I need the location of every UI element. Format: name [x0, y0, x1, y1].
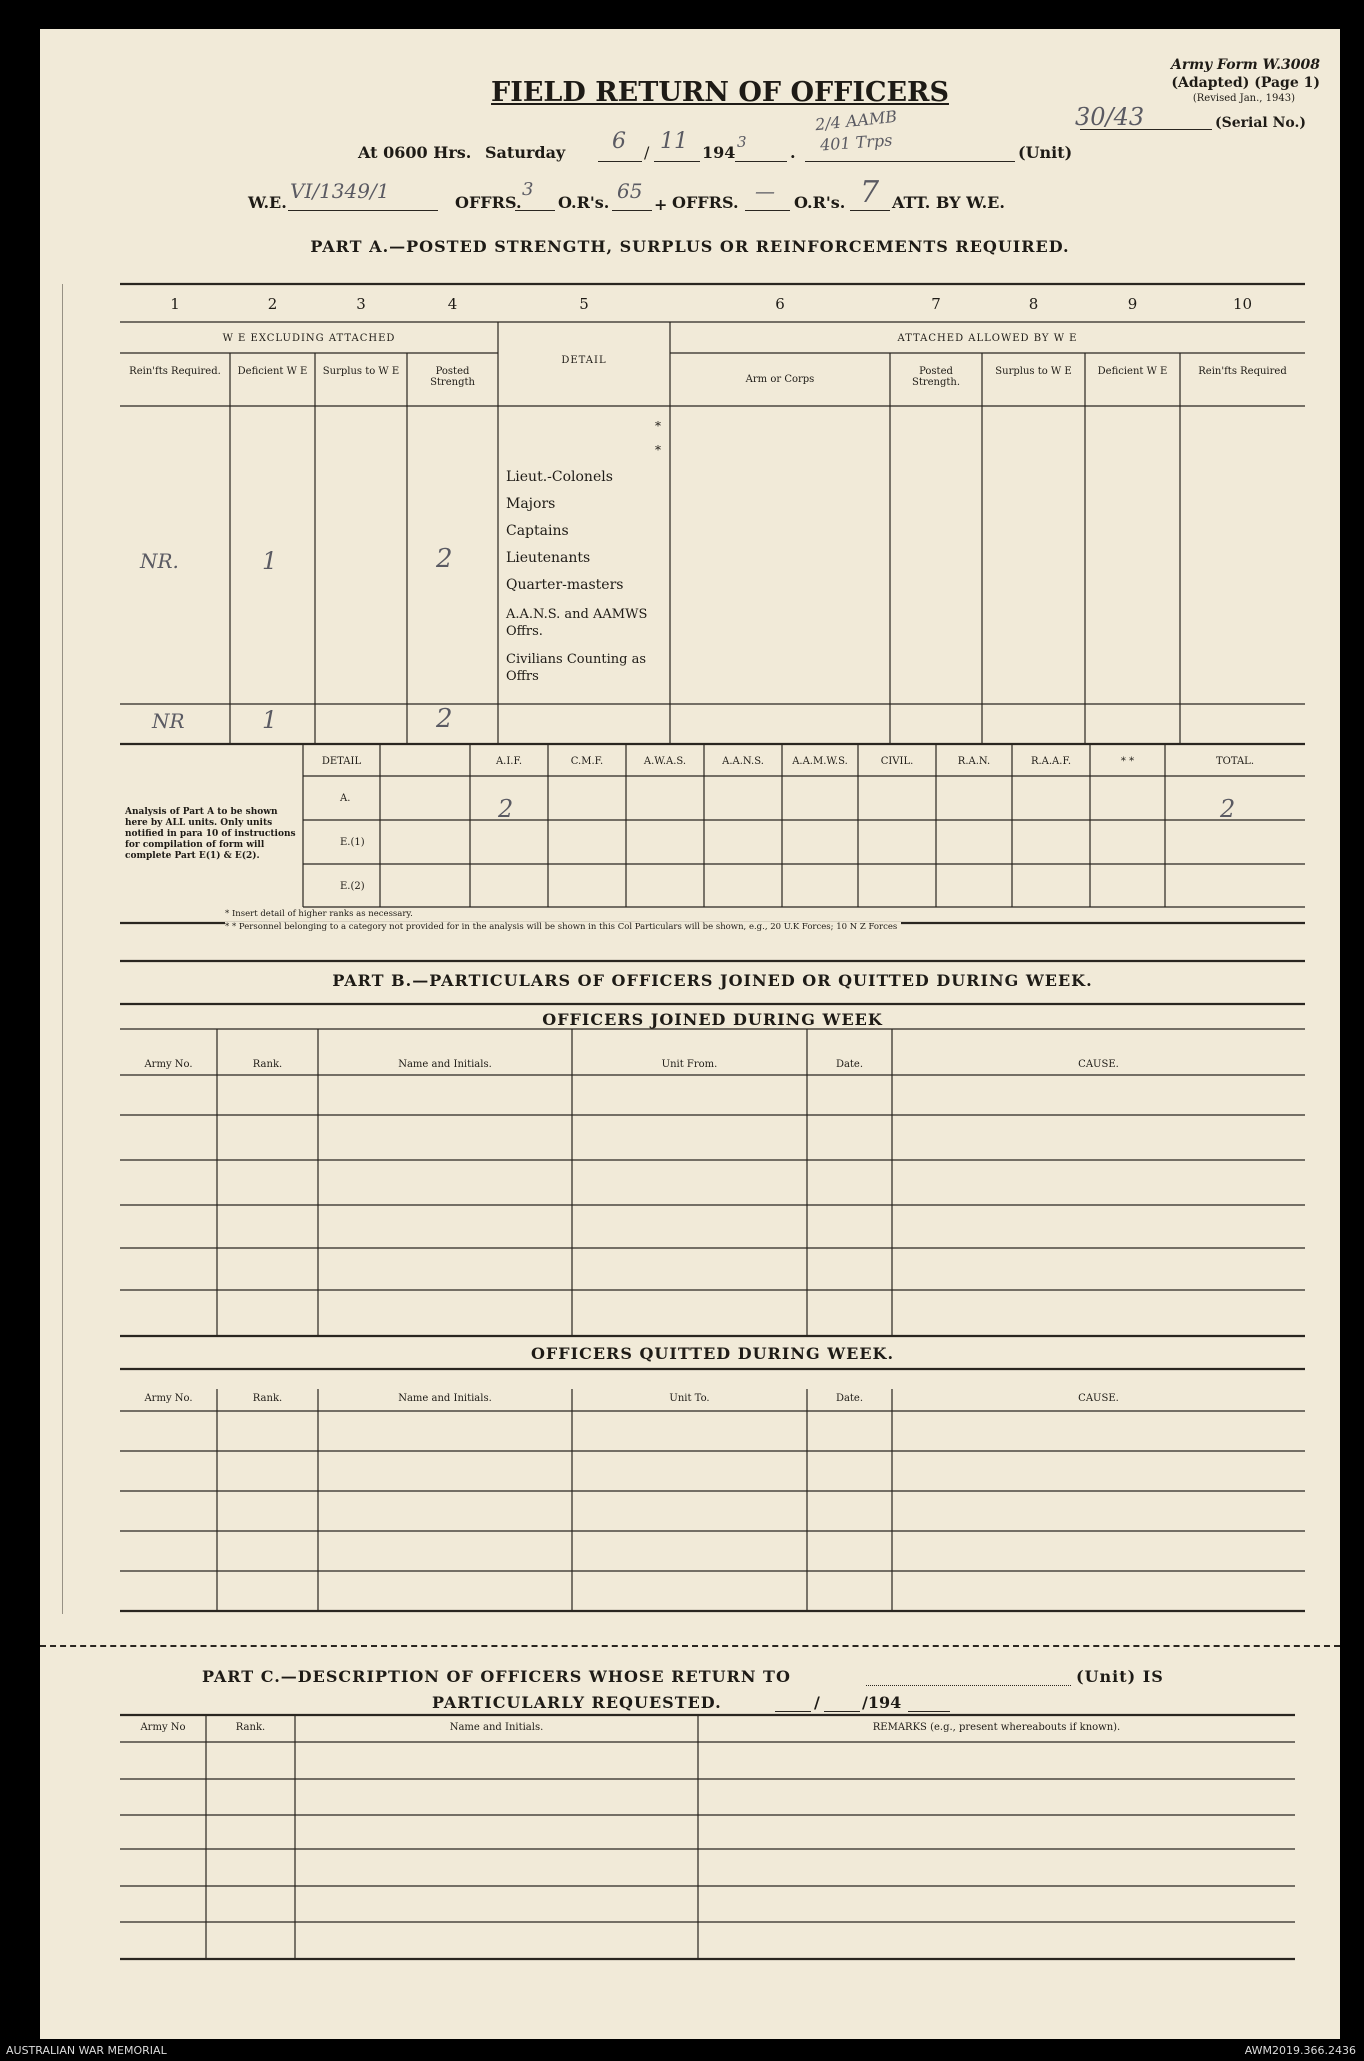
total-reinf: NR	[152, 709, 185, 733]
col-number-7: 7	[931, 295, 941, 313]
subheader-reinf-required: Rein'fts Required.	[129, 366, 221, 377]
part-c-header-rank: Rank.	[235, 1722, 266, 1733]
year-prefix: 194	[702, 143, 736, 162]
analysis-header-detail: DETAIL	[321, 756, 362, 767]
ors2-value: 7	[860, 175, 880, 210]
quitted-title: OFFICERS QUITTED DURING WEEK.	[530, 1344, 895, 1363]
col-number-8: 8	[1028, 295, 1039, 313]
subheader-att-reinf: Rein'fts Required	[1198, 366, 1287, 377]
analysis-row-e2: E.(2)	[340, 881, 365, 892]
group-header-attached: ATTACHED ALLOWED BY W E	[897, 333, 1078, 344]
we-value: VI/1349/1	[290, 179, 390, 203]
joined-header-name: Name and Initials.	[398, 1059, 492, 1070]
analysis-header-aans: A.A.N.S.	[722, 756, 764, 767]
rank-lieutenants: Lieutenants	[506, 550, 591, 566]
page-title: FIELD RETURN OF OFFICERS	[491, 77, 949, 108]
col-number-6: 6	[775, 295, 785, 313]
unit-handwritten-1: 2/4 AAMB	[814, 106, 898, 135]
subheader-arm-or-corps: Arm or Corps	[745, 374, 815, 385]
entry-posted-lieutenants: 2	[436, 544, 453, 574]
subheader-att-posted: Posted Strength.	[911, 366, 961, 388]
form-id: Army Form W.3008	[1170, 57, 1320, 73]
analysis-header-other: * *	[1120, 756, 1135, 767]
col-number-5: 5	[579, 295, 589, 313]
offrs-value: 3	[522, 179, 534, 200]
joined-title: OFFICERS JOINED DURING WEEK	[542, 1010, 883, 1029]
analysis-header-civil: CIVIL.	[880, 756, 914, 767]
serial-number: 30/43	[1075, 103, 1145, 131]
star-marker-1: *	[655, 419, 661, 433]
analysis-header-awas: A.W.A.S.	[643, 756, 687, 767]
we-label: W.E.	[248, 193, 287, 212]
analysis-header-cmf: C.M.F.	[570, 756, 604, 767]
quitted-header-cause: CAUSE.	[1078, 1393, 1119, 1404]
star-marker-2: *	[655, 443, 661, 457]
footnote-other-personnel: * * Personnel belonging to a category not provided for in the analysis will be shown in this Col Particulars will be shown, e.g., 20 U.K Forces; 10 N Z Forces	[225, 922, 901, 932]
ors-value: 65	[617, 179, 643, 203]
subheader-att-surplus: Surplus to W E	[995, 366, 1072, 377]
att-label: ATT. BY W.E.	[892, 193, 1005, 212]
joined-header-rank: Rank.	[252, 1059, 283, 1070]
offrs2-value: —	[755, 179, 775, 203]
analysis-aif-a: 2	[498, 795, 514, 823]
col-number-2: 2	[267, 295, 278, 313]
date-month: 11	[660, 129, 688, 154]
quitted-header-unit-to: Unit To.	[669, 1393, 710, 1404]
subheader-posted-strength: Posted Strength	[430, 366, 475, 388]
part-c-year: /194	[862, 1693, 902, 1712]
ors2-label: O.R's.	[794, 193, 846, 212]
form-adapted: (Adapted) (Page 1)	[1171, 75, 1320, 91]
time-label: At 0600 Hrs.	[358, 143, 472, 162]
part-c-header-army-no: Army No	[140, 1722, 186, 1733]
part-a-title: PART A.—POSTED STRENGTH, SURPLUS OR REINFORCEMENTS REQUIRED.	[310, 237, 1070, 256]
ors-label: O.R's.	[558, 193, 610, 212]
offrs2-label: OFFRS.	[672, 193, 739, 212]
analysis-header-aif: A.I.F.	[495, 756, 523, 767]
joined-header-army-no: Army No.	[144, 1059, 193, 1070]
archive-id: AWM2019.366.2436	[1244, 2044, 1356, 2057]
joined-header-unit-from: Unit From.	[661, 1059, 718, 1070]
rank-captains: Captains	[506, 523, 569, 539]
entry-deficient-lieutenants: 1	[262, 547, 278, 575]
unit-handwritten-2: 401 Trps	[819, 130, 893, 155]
analysis-total-a: 2	[1220, 795, 1236, 823]
col-number-3: 3	[356, 295, 366, 313]
offrs-label: OFFRS.	[455, 193, 522, 212]
rank-civilians: Civilians Counting as Offrs	[506, 652, 646, 684]
subheader-att-deficient: Deficient W E	[1097, 366, 1168, 377]
quitted-header-name: Name and Initials.	[398, 1393, 492, 1404]
form-page: FIELD RETURN OF OFFICERS Army Form W.3008 (Adapted) (Page 1) (Revised Jan., 1943) 30/43 (Serial No.) At 0600 Hrs. Saturday 6 / 11 194 3 . 2/4 AAMB 401 Trps (Unit) W.E. VI/1349/1 OFFRS. 3 O.R's. 65 + OFFRS. — O.R's. 7 ATT. BY W.E. PART A.—POSTED STRENGTH, SURPLUS OR REINFORCEMENTS REQUIRED. 1 2 3 4 5 6 7 8 9 10 W E EXCLUDING ATTACHED ATTACHED ALLOWED BY W E DETAIL Rein'fts Required. Deficient W E Surplus to W E Posted Strength Arm or Corps Posted Strength. Surplus to W E Deficient W E Rein'fts Required * * Lieut.-Colonels Majors Captains Lieutenants Quarter-masters A.A.N.S. and AAMWS Offrs. Civilians Counting as Offrs NR. 1 2 NR 1 2 Analysis of Part A to be shown here by ALL units. Only units notified in para 10 of instructions for compilation of form will complete Part E(1) & E(2). DETAIL A.I.F. C.M.F. A.W.A.S. A.A.N.S. A.A.M.W.S. CIVIL. R.A.N. R.A.A.F. * * TOTAL. A. E.(1) E.(2) 2 2 * Insert detail of higher ranks as necessary. * * Personnel belonging to a category not provided for in the analysis will be shown in this Col Particulars will be shown, e.g., 20 U.K Forces; 10 N Z Forces PART B.—PARTICULARS OF OFFICERS JOINED OR QUITTED DURING WEEK. OFFICERS JOINED DURING WEEK Army No. Rank. Name and Initials. Unit From. Date. CAUSE. OFFICERS QUITTED DURING WEEK. Army No. Rank. Name and Initials. Unit To. Date. CAUSE. PART C.—DESCRIPTION OF OFFICERS WHOSE RETURN TO (Unit) IS PARTICULARLY REQUESTED. / /194 Army No Rank. Name and Initials. REMARKS (e.g., present whereabouts if known).	[40, 29, 1340, 2039]
part-c-requested: PARTICULARLY REQUESTED.	[432, 1693, 722, 1712]
rank-aans-aamws: A.A.N.S. and AAMWS Offrs.	[506, 607, 648, 639]
detail-header: DETAIL	[561, 355, 607, 366]
col-number-1: 1	[170, 295, 180, 313]
part-c-header-name: Name and Initials.	[449, 1722, 544, 1733]
analysis-header-total: TOTAL.	[1215, 756, 1255, 767]
col-number-9: 9	[1127, 295, 1138, 313]
total-posted: 2	[436, 704, 453, 734]
rank-majors: Majors	[506, 496, 556, 512]
form-revised: (Revised Jan., 1943)	[1192, 93, 1295, 104]
date-day: 6	[612, 129, 626, 154]
col-number-10: 10	[1232, 295, 1253, 313]
quitted-header-army-no: Army No.	[144, 1393, 193, 1404]
analysis-header-aamws: A.A.M.W.S.	[792, 756, 848, 767]
unit-label: (Unit)	[1018, 143, 1073, 162]
group-header-we-excluding: W E EXCLUDING ATTACHED	[222, 333, 396, 344]
part-c-title: PART C.—DESCRIPTION OF OFFICERS WHOSE RETURN TO	[202, 1667, 791, 1686]
part-b-title: PART B.—PARTICULARS OF OFFICERS JOINED OR QUITTED DURING WEEK.	[332, 971, 1093, 990]
serial-label: (Serial No.)	[1215, 115, 1306, 131]
part-c-header-remarks: REMARKS (e.g., present whereabouts if known).	[872, 1722, 1121, 1733]
quitted-header-rank: Rank.	[252, 1393, 283, 1404]
year-suffix: 3	[737, 133, 747, 151]
subheader-deficient: Deficient W E	[237, 366, 308, 377]
footnote-higher-ranks: * Insert detail of higher ranks as necessary.	[225, 909, 413, 919]
quitted-header-date: Date.	[835, 1393, 864, 1404]
analysis-row-a: A.	[340, 793, 351, 804]
rank-lieut-colonels: Lieut.-Colonels	[506, 469, 613, 485]
total-deficient: 1	[262, 706, 278, 734]
col-number-4: 4	[447, 295, 458, 313]
analysis-row-e1: E.(1)	[340, 837, 365, 848]
analysis-note: Analysis of Part A to be shown here by ALL units. Only units notified in para 10 of instructions for compilation of form will complete Part E(1) & E(2).	[125, 807, 296, 861]
perforation-line	[40, 1645, 1340, 1647]
joined-header-cause: CAUSE.	[1078, 1059, 1119, 1070]
day-label: Saturday	[485, 143, 566, 162]
entry-reinf-lieutenants: NR.	[140, 549, 179, 573]
subheader-surplus: Surplus to W E	[322, 366, 400, 377]
analysis-header-raaf: R.A.A.F.	[1030, 756, 1072, 767]
joined-header-date: Date.	[835, 1059, 864, 1070]
archive-credit: AUSTRALIAN WAR MEMORIAL	[6, 2044, 167, 2057]
rank-quarter-masters: Quarter-masters	[506, 577, 624, 593]
analysis-header-ran: R.A.N.	[957, 756, 991, 767]
part-c-unit-is: (Unit) IS	[1076, 1667, 1164, 1686]
